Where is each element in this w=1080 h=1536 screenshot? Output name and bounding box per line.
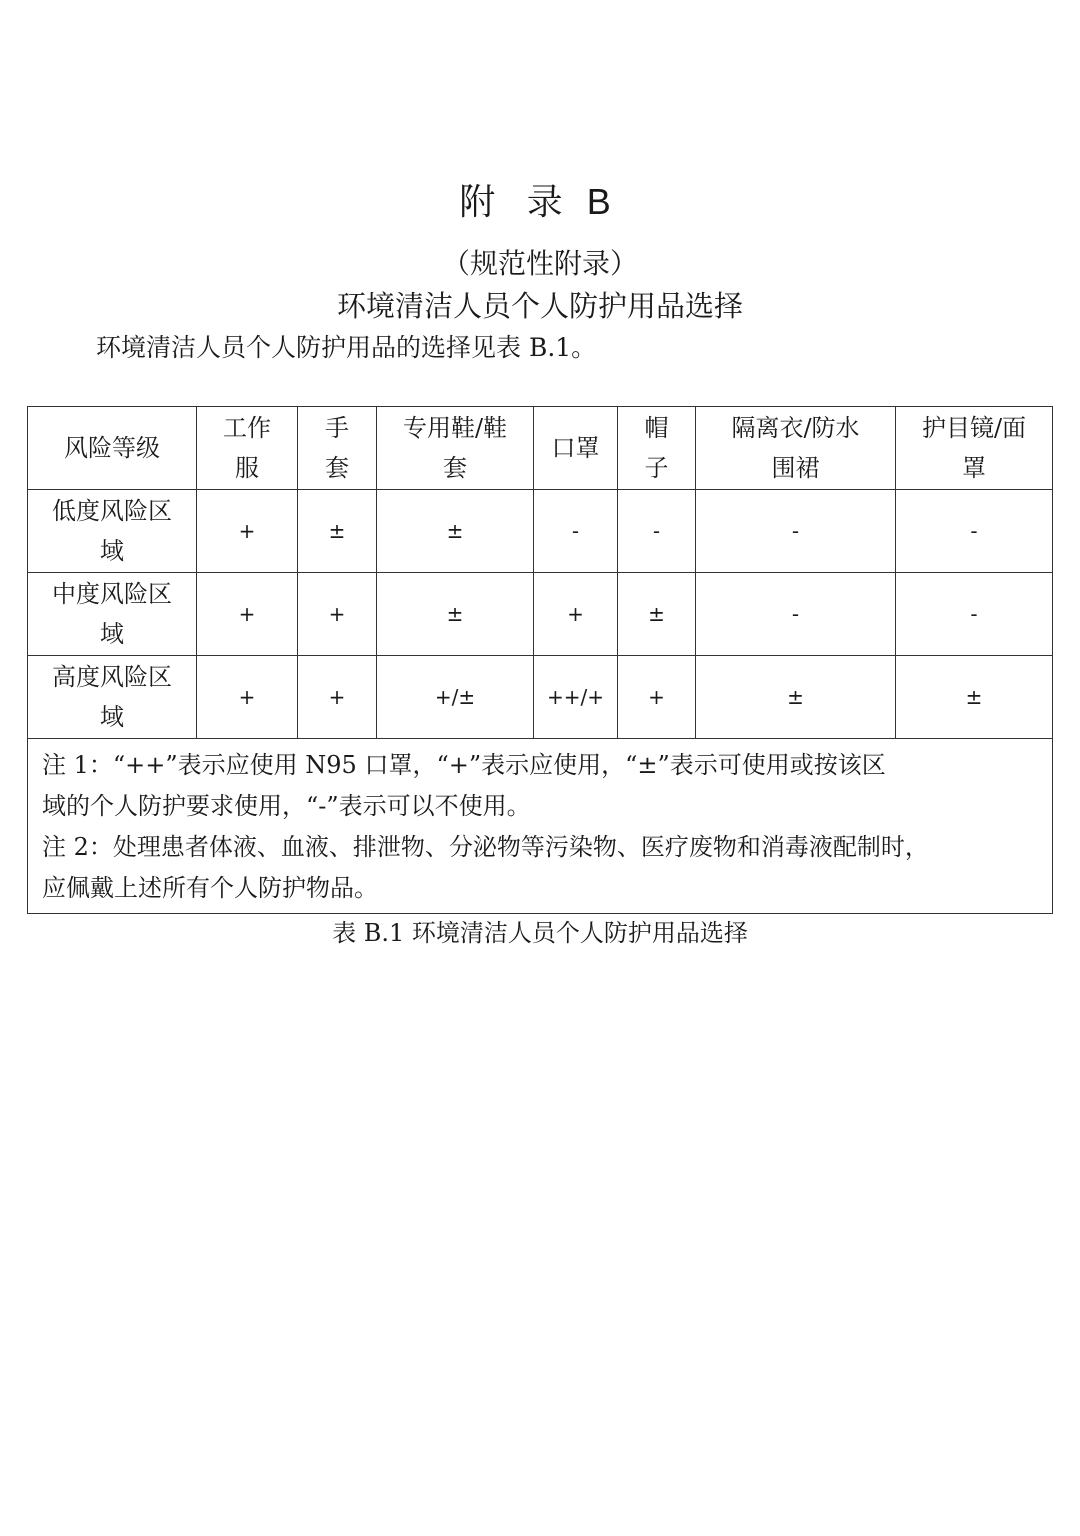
table-row-medium-risk bbox=[28, 573, 1053, 656]
table-cell: - bbox=[896, 573, 1053, 656]
ppe-selection-table bbox=[27, 406, 1053, 914]
table-cell: + bbox=[298, 656, 377, 739]
table-cell: ± bbox=[298, 490, 377, 573]
table-cell: ± bbox=[377, 573, 534, 656]
table-cell: ± bbox=[377, 490, 534, 573]
table-cell: ± bbox=[618, 573, 696, 656]
table-cell: ± bbox=[696, 656, 896, 739]
col-header-work-clothes: 工作 服 bbox=[197, 407, 298, 490]
col-header-risk-level: 风险等级 bbox=[28, 407, 197, 490]
col-header-cap: 帽 子 bbox=[618, 407, 696, 490]
table-row-high-risk bbox=[28, 656, 1053, 739]
row-label-low-risk: 低度风险区 域 bbox=[28, 490, 197, 573]
table-cell: + bbox=[298, 573, 377, 656]
table-caption: 表 B.1 环境清洁人员个人防护用品选择 bbox=[332, 919, 748, 947]
row-label-medium-risk: 中度风险区 域 bbox=[28, 573, 197, 656]
table-cell: - bbox=[534, 490, 618, 573]
intro-paragraph: 环境清洁人员个人防护用品的选择见表 B.1。 bbox=[96, 333, 597, 362]
appendix-subtitle: （规范性附录） bbox=[441, 247, 638, 280]
table-cell: ++/+ bbox=[534, 656, 618, 739]
appendix-title bbox=[0, 178, 1080, 227]
appendix-label: 附 录 bbox=[459, 182, 573, 223]
note-2-line-2: 应佩戴上述所有个人防护物品。 bbox=[42, 874, 378, 902]
table-cell: + bbox=[197, 490, 298, 573]
col-header-gloves: 手 套 bbox=[298, 407, 377, 490]
note-1-line-2: 域的个人防护要求使用，“-”表示可以不使用。 bbox=[42, 792, 531, 820]
table-cell: - bbox=[696, 573, 896, 656]
table-cell: ± bbox=[896, 656, 1053, 739]
table-cell: - bbox=[896, 490, 1053, 573]
table-cell: + bbox=[197, 656, 298, 739]
note-2-line-1: 注 2：处理患者体液、血液、排泄物、分泌物等污染物、医疗废物和消毒液配制时， bbox=[42, 833, 929, 861]
table-cell: - bbox=[618, 490, 696, 573]
table-cell: + bbox=[197, 573, 298, 656]
col-header-goggles: 护目镜/面 罩 bbox=[896, 407, 1053, 490]
table-cell: + bbox=[618, 656, 696, 739]
appendix-heading: 环境清洁人员个人防护用品选择 bbox=[336, 289, 743, 323]
col-header-mask: 口罩 bbox=[534, 407, 618, 490]
row-label-high-risk: 高度风险区 域 bbox=[28, 656, 197, 739]
table-cell: + bbox=[534, 573, 618, 656]
table-cell: +/± bbox=[377, 656, 534, 739]
table-notes-row bbox=[28, 739, 1053, 914]
appendix-letter: B bbox=[586, 181, 621, 222]
col-header-shoes: 专用鞋/鞋 套 bbox=[377, 407, 534, 490]
note-1-line-1: 注 1：“++”表示应使用 N95 口罩，“+”表示应使用，“±”表示可使用或按该区 bbox=[42, 751, 886, 779]
table-notes bbox=[28, 739, 1053, 914]
col-header-gown: 隔离衣/防水 围裙 bbox=[696, 407, 896, 490]
table-header-row bbox=[28, 407, 1053, 490]
table-cell: - bbox=[696, 490, 896, 573]
table-row-low-risk bbox=[28, 490, 1053, 573]
